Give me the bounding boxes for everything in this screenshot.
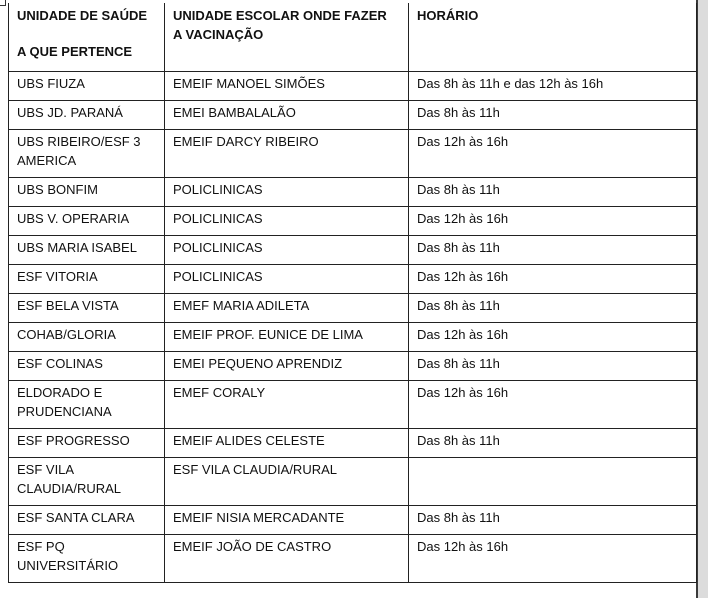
table-row	[9, 380, 697, 428]
cell-text: ESF PQ	[17, 538, 65, 554]
cell-horario: Das 12h às 16h	[409, 380, 697, 428]
cell-text: UBS MARIA ISABEL	[17, 239, 137, 255]
cell-unidade-saude	[9, 322, 165, 351]
cell-unidade-saude	[9, 534, 165, 582]
header-horario: HORÁRIO	[409, 3, 697, 71]
cell-unidade-escolar: POLICLINICAS	[165, 264, 409, 293]
cell-text: UBS JD. PARANÁ	[17, 104, 123, 120]
vaccination-schedule-table	[8, 3, 697, 583]
cell-unidade-saude	[9, 71, 165, 100]
cell-unidade-saude	[9, 380, 165, 428]
cell-horario: Das 8h às 11h	[409, 505, 697, 534]
cell-unidade-saude	[9, 235, 165, 264]
cell-unidade-escolar: ESF VILA CLAUDIA/RURAL	[165, 457, 409, 505]
cell-text: ESF VILA	[17, 461, 75, 477]
cell-horario: Das 8h às 11h	[409, 100, 697, 129]
table-row	[9, 457, 697, 505]
cell-unidade-saude	[9, 177, 165, 206]
cell-text: PRUDENCIANA	[17, 403, 112, 419]
cell-unidade-escolar: EMEIF ALIDES CELESTE	[165, 428, 409, 457]
table-row	[9, 71, 697, 100]
cell-unidade-escolar: EMEIF NISIA MERCADANTE	[165, 505, 409, 534]
table-row	[9, 505, 697, 534]
cell-unidade-escolar: POLICLINICAS	[165, 235, 409, 264]
cell-unidade-escolar: EMEIF PROF. EUNICE DE LIMA	[165, 322, 409, 351]
cell-horario: Das 12h às 16h	[409, 129, 697, 177]
cell-horario: Das 12h às 16h	[409, 322, 697, 351]
cell-horario: Das 8h às 11h	[409, 428, 697, 457]
cell-text: AMERICA	[17, 152, 77, 168]
cell-text: COHAB/GLORIA	[17, 326, 116, 342]
cell-text: UBS FIUZA	[17, 75, 85, 91]
table-row	[9, 428, 697, 457]
cell-unidade-saude	[9, 351, 165, 380]
cell-unidade-saude	[9, 264, 165, 293]
cell-unidade-escolar: EMEI BAMBALALÃO	[165, 100, 409, 129]
cell-unidade-saude	[9, 457, 165, 505]
cell-unidade-escolar: EMEF CORALY	[165, 380, 409, 428]
cell-text: CLAUDIA/RURAL	[17, 480, 122, 496]
cell-unidade-escolar: EMEIF JOÃO DE CASTRO	[165, 534, 409, 582]
cell-unidade-saude	[9, 206, 165, 235]
cell-unidade-escolar: EMEIF MANOEL SIMÕES	[165, 71, 409, 100]
table-row	[9, 177, 697, 206]
cell-unidade-saude	[9, 293, 165, 322]
cell-unidade-saude	[9, 100, 165, 129]
cell-text: ESF SANTA CLARA	[17, 509, 135, 525]
cell-horario: Das 8h às 11h	[409, 351, 697, 380]
table-row	[9, 322, 697, 351]
header-unidade-saude: UNIDADE DE SAÚDE A QUE PERTENCE	[9, 3, 165, 71]
cell-horario: Das 8h às 11h e das 12h às 16h	[409, 71, 697, 100]
table-row	[9, 100, 697, 129]
cell-horario: Das 8h às 11h	[409, 177, 697, 206]
header-row	[9, 3, 697, 71]
cell-unidade-escolar: POLICLINICAS	[165, 177, 409, 206]
cell-text: ESF PROGRESSO	[17, 432, 130, 448]
cell-unidade-escolar: EMEIF DARCY RIBEIRO	[165, 129, 409, 177]
cell-text: UBS RIBEIRO/ESF 3	[17, 133, 141, 149]
cell-unidade-escolar: EMEI PEQUENO APRENDIZ	[165, 351, 409, 380]
cell-horario: Das 12h às 16h	[409, 534, 697, 582]
cell-unidade-escolar: EMEF MARIA ADILETA	[165, 293, 409, 322]
cell-horario: Das 8h às 11h	[409, 293, 697, 322]
cell-text: UBS V. OPERARIA	[17, 210, 130, 226]
cell-text: ELDORADO E	[17, 384, 103, 400]
table-row	[9, 264, 697, 293]
cell-horario: Das 12h às 16h	[409, 206, 697, 235]
cell-horario: Das 8h às 11h	[409, 235, 697, 264]
cell-text: ESF VITORIA	[17, 268, 98, 284]
table-row	[9, 293, 697, 322]
table-row	[9, 351, 697, 380]
table-row	[9, 206, 697, 235]
cell-text: UBS BONFIM	[17, 181, 98, 197]
table-row	[9, 235, 697, 264]
corner-mark	[0, 0, 6, 6]
cell-text: ESF BELA VISTA	[17, 297, 119, 313]
cell-text: ESF COLINAS	[17, 355, 103, 371]
table-body	[9, 71, 697, 582]
cell-horario	[409, 457, 697, 505]
page-margin-strip	[698, 0, 708, 598]
table-row	[9, 129, 697, 177]
cell-unidade-saude	[9, 428, 165, 457]
cell-unidade-saude	[9, 505, 165, 534]
cell-unidade-saude	[9, 129, 165, 177]
cell-unidade-escolar: POLICLINICAS	[165, 206, 409, 235]
cell-text: UNIVERSITÁRIO	[17, 557, 119, 573]
header-unidade-escolar: UNIDADE ESCOLAR ONDE FAZER A VACINAÇÃO	[165, 3, 409, 71]
table-row	[9, 534, 697, 582]
cell-horario: Das 12h às 16h	[409, 264, 697, 293]
